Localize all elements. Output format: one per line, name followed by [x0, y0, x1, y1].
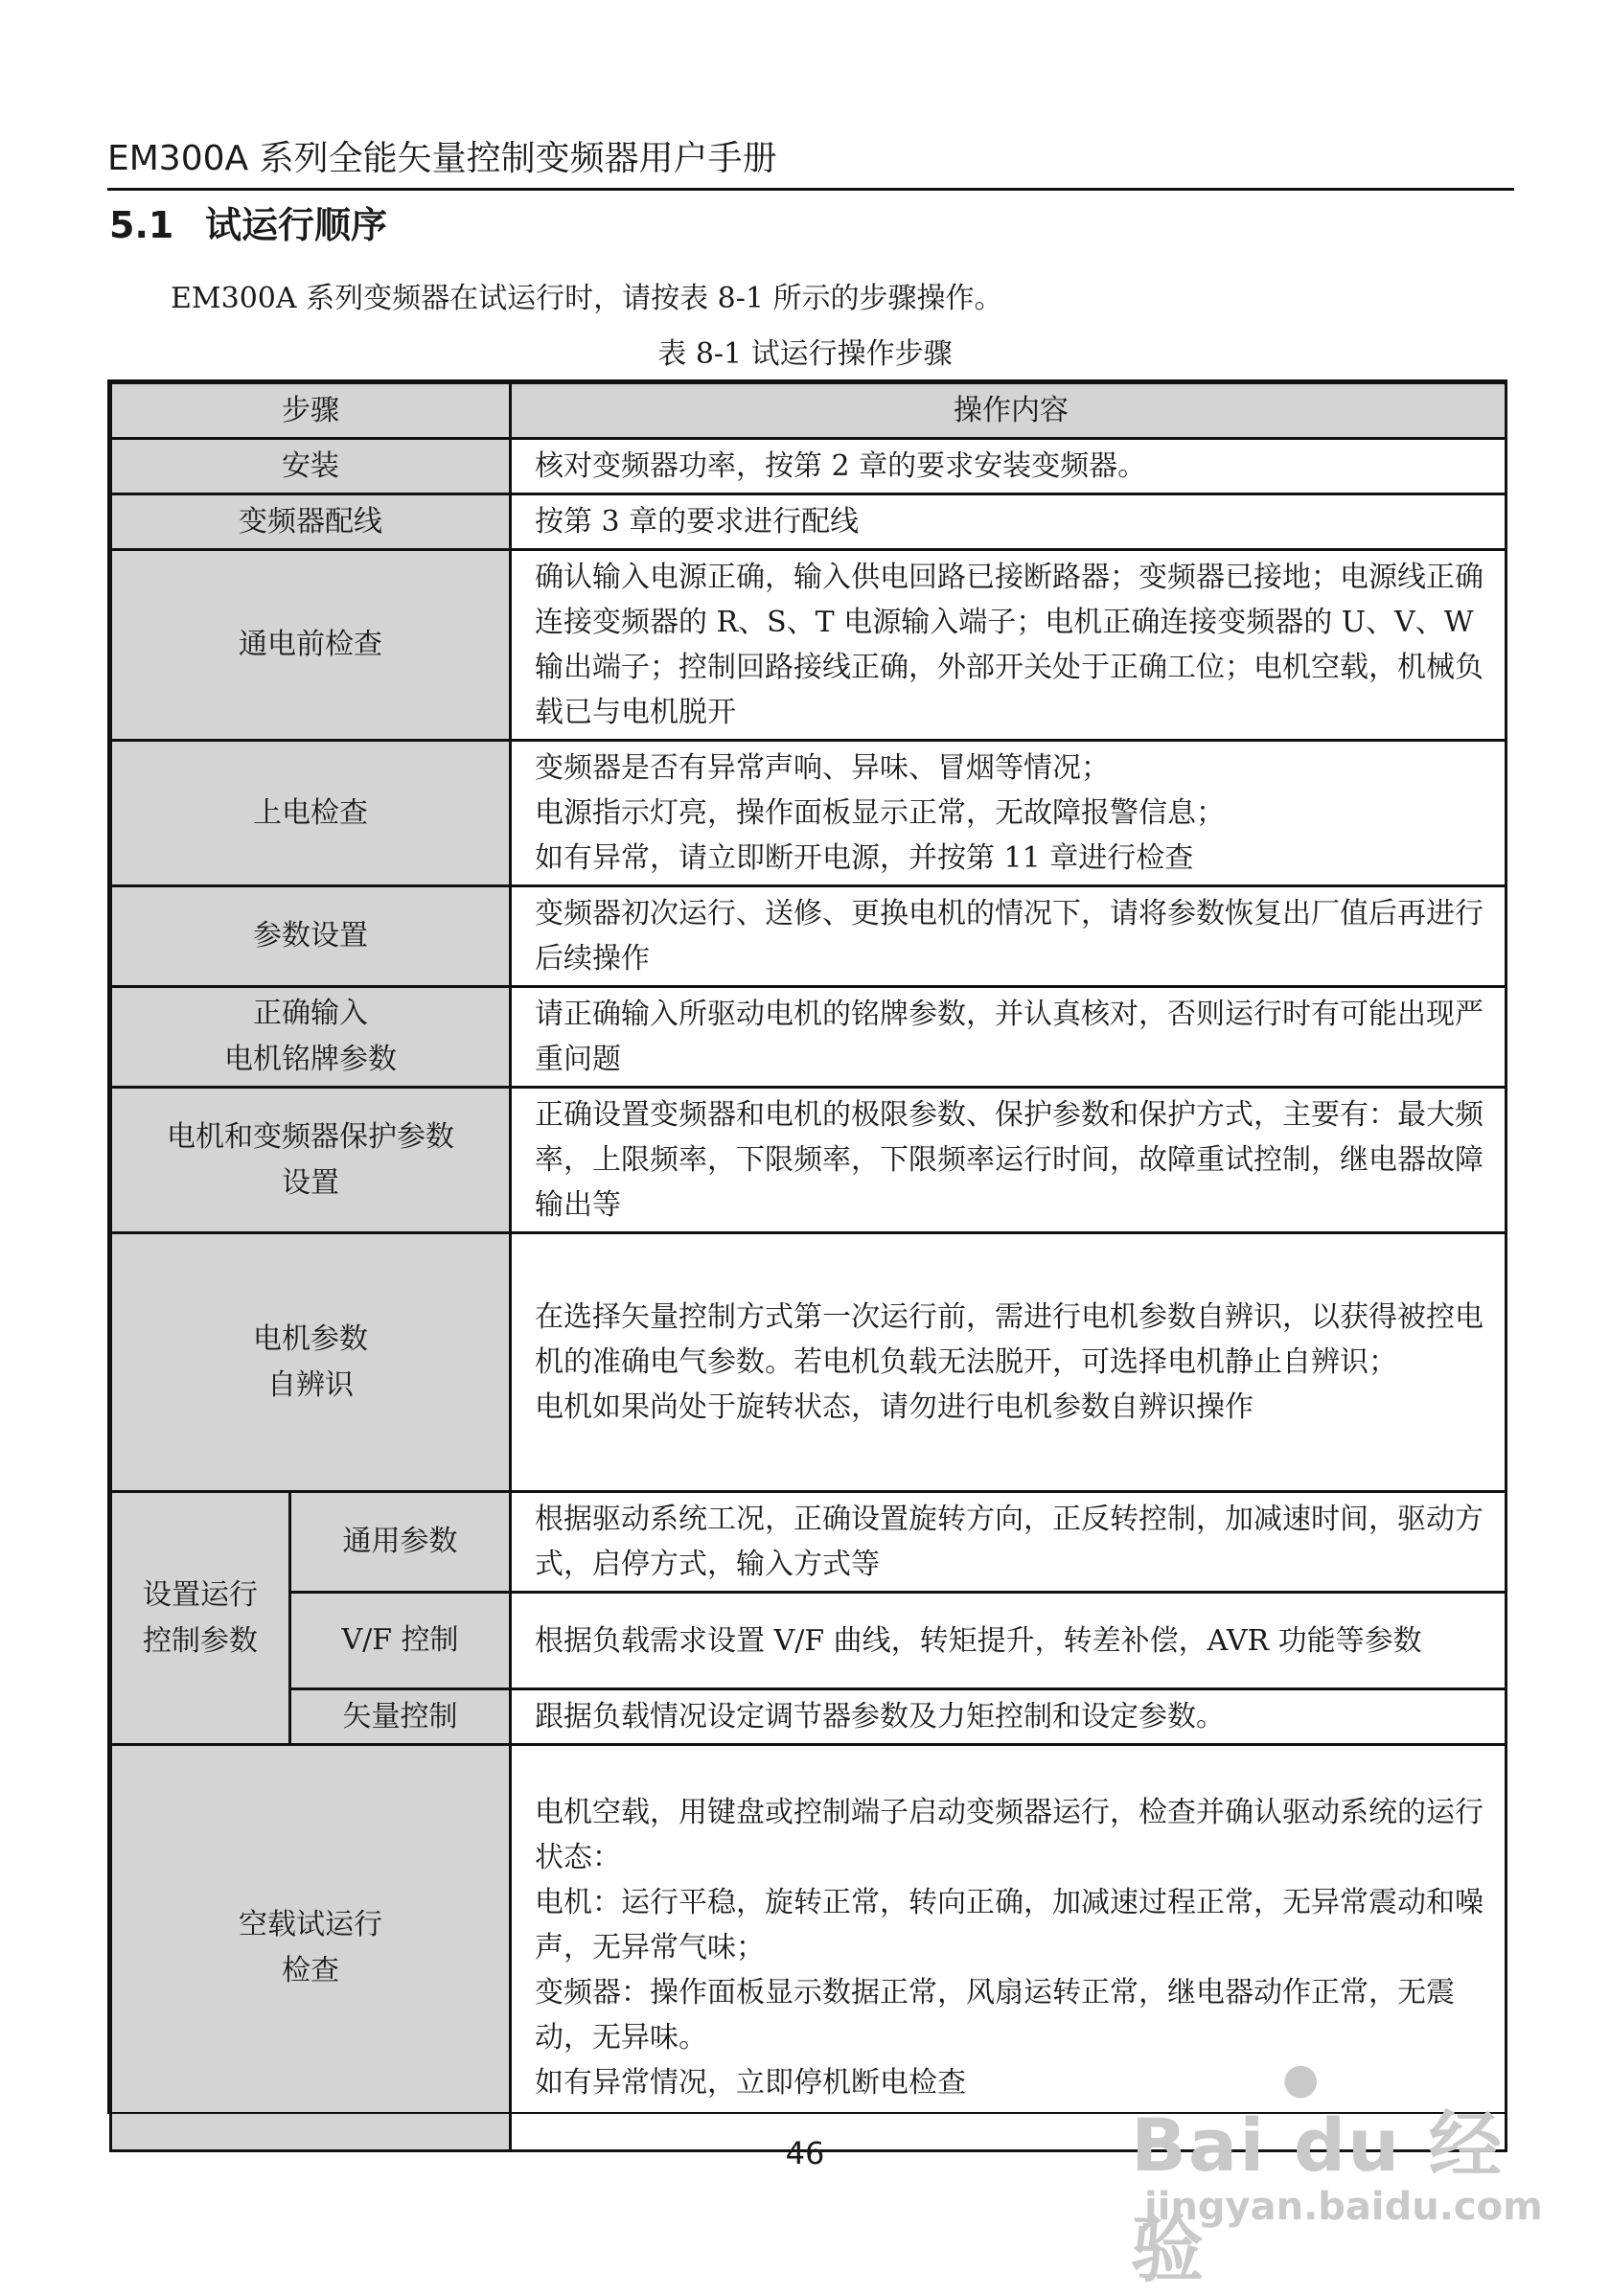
sub-step-label: 矢量控制 — [342, 1699, 458, 1733]
step-cell — [111, 550, 511, 741]
content-line: 根据负载需求设置 V/F 曲线，转矩提升，转差补偿，AVR 功能等参数 — [535, 1623, 1422, 1658]
step-line: 电机参数 — [253, 1321, 368, 1356]
step-cell — [111, 741, 511, 886]
table-row — [111, 1689, 1506, 1745]
content-line: 正确设置变频器和电机的极限参数、保护参数和保护方式，主要有：最大频率，上限频率，下限频率，下限频率运行时间，故障重试控制，继电器故障输出等 — [535, 1098, 1484, 1222]
content-line: 如有异常，请立即断开电源，并按第 11 章进行检查 — [535, 841, 1194, 875]
table-row — [111, 886, 1506, 987]
content-cell — [511, 439, 1506, 494]
content-line: 如有异常情况，立即停机断电检查 — [535, 2066, 966, 2100]
table-row — [111, 1088, 1506, 1233]
sub-step-cell — [290, 1689, 511, 1745]
step-line: 上电检查 — [253, 795, 368, 830]
watermark-url: jingyan.baidu.com — [1144, 2185, 1543, 2229]
step-line: 电机铭牌参数 — [224, 1043, 397, 1076]
section-number: 5.1 — [109, 204, 174, 246]
content-line: 在选择矢量控制方式第一次运行前，需进行电机参数自辨识，以获得被控电机的准确电气参数。若电机负载无法脱开，可选择电机静止自辨识； — [535, 1300, 1484, 1379]
sub-step-cell — [290, 1492, 511, 1593]
table-header-row — [111, 383, 1506, 439]
group-label-line: 设置运行 — [143, 1577, 258, 1612]
table-row — [111, 1233, 1506, 1492]
step-line: 通电前检查 — [239, 628, 382, 661]
manual-title: EM300A 系列全能矢量控制变频器用户手册 — [107, 139, 777, 178]
step-line: 参数设置 — [253, 919, 368, 953]
watermark-logo: Bai du 经验 — [1131, 2102, 1504, 2292]
step-cell — [111, 1745, 511, 2151]
content-cell — [511, 1593, 1506, 1689]
section-heading — [109, 195, 387, 248]
content-line: 电机：运行平稳，旋转正常，转向正确，加减速过程正常，无异常震动和噪声，无异常气味； — [535, 1886, 1484, 1964]
step-line: 正确输入 — [253, 997, 368, 1030]
step-cell — [111, 494, 511, 550]
table-row — [111, 741, 1506, 886]
sub-step-label: V/F 控制 — [341, 1623, 459, 1657]
content-cell — [511, 1233, 1506, 1492]
page-number: 46 — [785, 2135, 825, 2171]
step-line: 变频器配线 — [239, 504, 382, 539]
content-cell — [511, 1492, 1506, 1593]
table-row — [111, 1593, 1506, 1689]
header-step: 步骤 — [111, 383, 511, 439]
sub-step-label: 通用参数 — [342, 1525, 458, 1558]
group-label-line: 控制参数 — [143, 1623, 258, 1658]
table-row — [111, 987, 1506, 1088]
content-cell — [511, 987, 1506, 1088]
baidu-jingyan-watermark — [1131, 2041, 1543, 2292]
content-line: 变频器：操作面板显示数据正常，风扇运转正常，继电器动作正常，无震动，无异味。 — [535, 1976, 1455, 2055]
step-line: 检查 — [282, 1953, 339, 1987]
paw-icon: ● — [1282, 2055, 1320, 2103]
step-cell — [111, 987, 511, 1088]
content-cell — [511, 1088, 1506, 1233]
content-line: 电源指示灯亮，操作面板显示正常，无故障报警信息； — [535, 796, 1225, 830]
page-header — [107, 136, 1514, 191]
step-cell — [111, 1088, 511, 1233]
sub-step-cell — [290, 1593, 511, 1689]
table-caption: 表 8-1 试运行操作步骤 — [657, 337, 953, 371]
step-line: 安装 — [282, 448, 339, 483]
content-line: 按第 3 章的要求进行配线 — [535, 505, 860, 539]
step-line: 电机和变频器保护参数 — [167, 1119, 454, 1154]
content-line: 跟据负载情况设定调节器参数及力矩控制和设定参数。 — [535, 1700, 1225, 1733]
content-line: 变频器初次运行、送修、更换电机的情况下，请将参数恢复出厂值后再进行后续操作 — [535, 897, 1484, 976]
content-cell — [511, 741, 1506, 886]
intro-paragraph: EM300A 系列变频器在试运行时，请按表 8-1 所示的步骤操作。 — [171, 282, 1003, 315]
content-line: 根据驱动系统工况，正确设置旋转方向，正反转控制，加减速时间，驱动方式，启停方式，输入方式等 — [535, 1503, 1484, 1581]
content-line: 核对变频器功率，按第 2 章的要求安装变频器。 — [535, 449, 1147, 483]
step-cell — [111, 439, 511, 494]
content-cell — [511, 494, 1506, 550]
step-cell — [111, 886, 511, 987]
content-cell — [511, 550, 1506, 741]
step-cell — [111, 1233, 511, 1492]
table-row — [111, 439, 1506, 494]
step-line: 空载试运行 — [239, 1907, 382, 1941]
content-line: 电机空载，用键盘或控制端子启动变频器运行，检查并确认驱动系统的运行状态： — [535, 1796, 1484, 1874]
table-row — [111, 1492, 1506, 1593]
content-line: 确认输入电源正确，输入供电回路已接断路器；变频器已接地；电源线正确连接变频器的 R、S、T 电源输入端子；电机正确连接变频器的 U、V、W 输出端子；控制回路接线正确，外部开关处于正确工位；电机空载，机械负载已与电机脱开 — [535, 561, 1484, 729]
table-row — [111, 494, 1506, 550]
step-line: 自辨识 — [267, 1367, 354, 1402]
header-content: 操作内容 — [511, 383, 1506, 439]
group-label-cell — [111, 1492, 290, 1745]
content-line: 电机如果尚处于旋转状态，请勿进行电机参数自辨识操作 — [535, 1390, 1254, 1424]
trial-run-steps-table — [109, 381, 1507, 2152]
content-cell — [511, 886, 1506, 987]
section-title: 试运行顺序 — [205, 204, 388, 246]
content-line: 变频器是否有异常声响、异味、冒烟等情况； — [535, 751, 1110, 785]
content-line: 请正确输入所驱动电机的铭牌参数，并认真核对，否则运行时有可能出现严重问题 — [535, 998, 1484, 1076]
step-line: 设置 — [282, 1165, 339, 1200]
content-cell — [511, 1689, 1506, 1745]
table-row — [111, 550, 1506, 741]
